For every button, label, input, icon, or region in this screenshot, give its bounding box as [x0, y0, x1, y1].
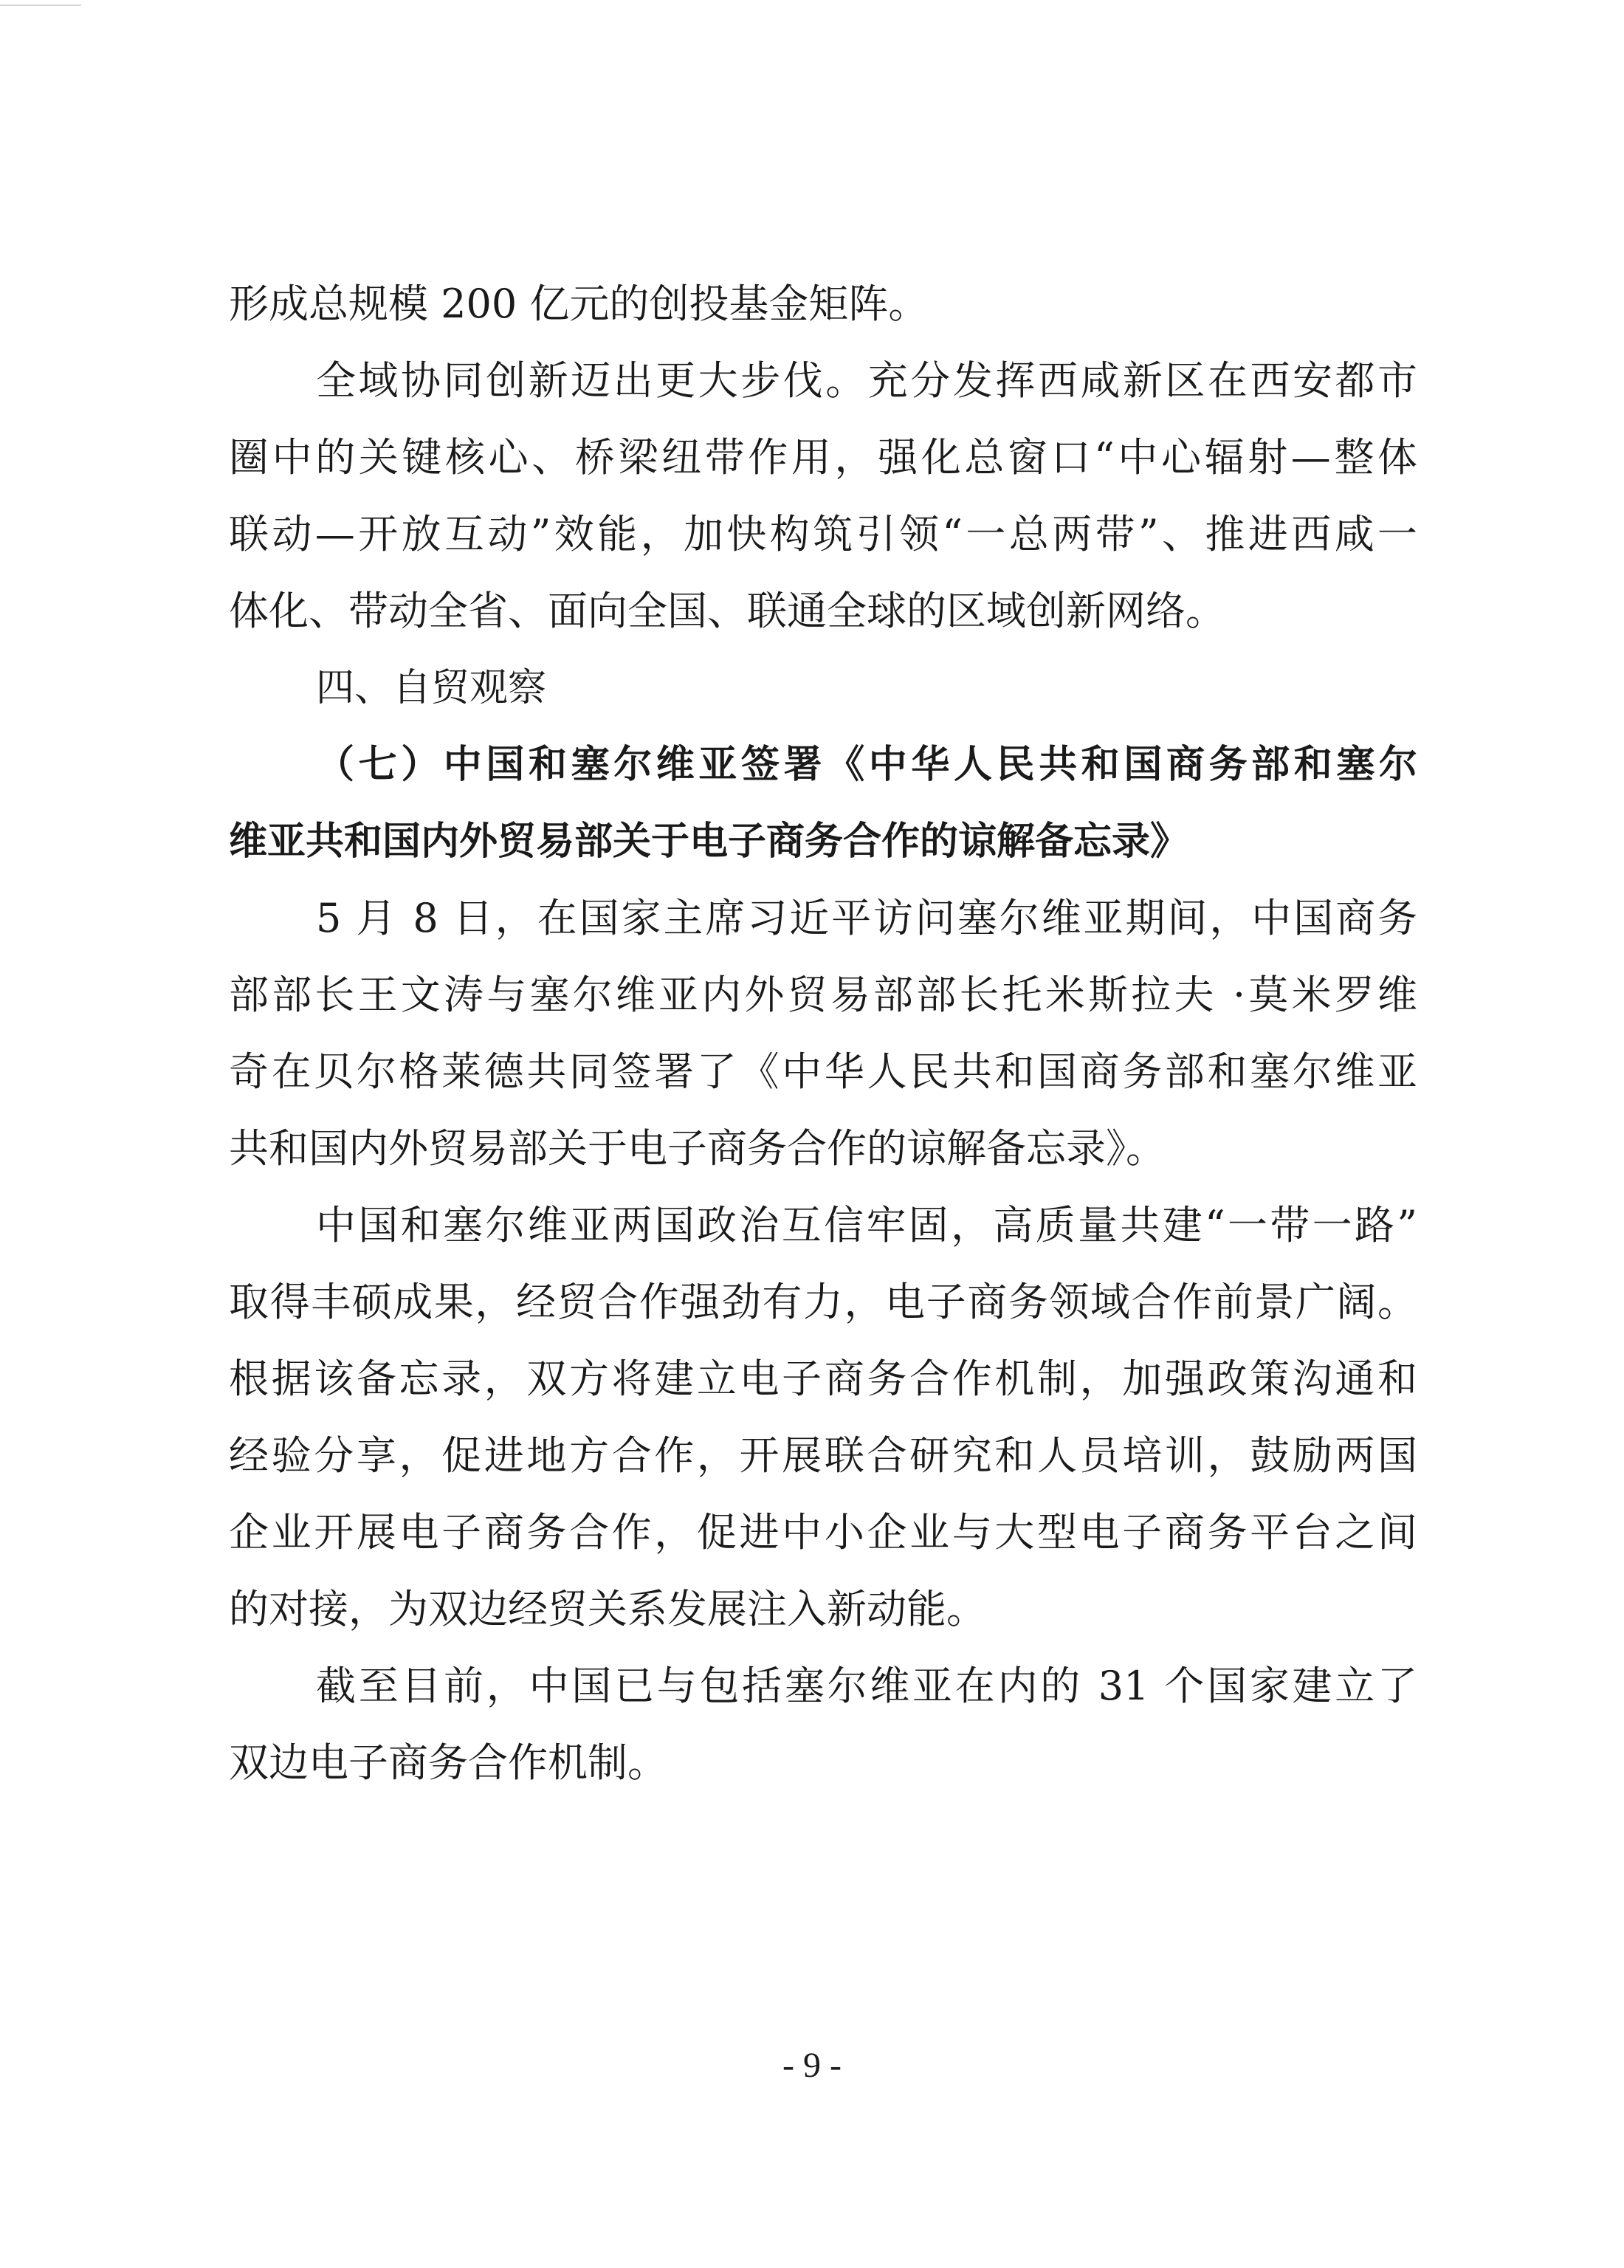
paragraph-line: 圈中的关键核心、桥梁纽带作用，强化总窗口“中心辐射—整体 — [229, 434, 1417, 481]
paragraph-line: 体化、带动全省、面向全国、联通全球的区域创新网络。 — [229, 588, 1225, 634]
paragraph-line: 的对接，为双边经贸关系发展注入新动能。 — [229, 1586, 986, 1632]
subsection-title-line: 维亚共和国内外贸易部关于电子商务合作的谅解备忘录》 — [229, 819, 1189, 864]
page-number: - 9 - — [782, 2046, 842, 2085]
paragraph-line: 双边电子商务合作机制。 — [229, 1739, 667, 1786]
paragraph-line: 共和国内外贸易部关于电子商务合作的谅解备忘录》。 — [229, 1125, 1166, 1172]
subsection-title-line: （七）中国和塞尔维亚签署《中华人民共和国商务部和塞尔 — [316, 743, 1417, 787]
paragraph-line: 联动—开放互动”效能，加快构筑引领“一总两带”、推进西咸一 — [229, 511, 1417, 557]
paragraph-line: 奇在贝尔格莱德共同签署了《中华人民共和国商务部和塞尔维亚 — [229, 1048, 1417, 1095]
paragraph-line: 取得丰硕成果，经贸合作强劲有力，电子商务领域合作前景广阔。 — [229, 1279, 1417, 1325]
document-body — [229, 266, 1417, 1801]
paragraph-line: 全域协同创新迈出更大步伐。充分发挥西咸新区在西安都市 — [316, 357, 1417, 404]
paragraph-line: 形成总规模 200 亿元的创投基金矩阵。 — [229, 281, 929, 327]
section-heading: 四、自贸观察 — [316, 666, 547, 710]
paragraph-line: 企业开展电子商务合作，促进中小企业与大型电子商务平台之间 — [229, 1509, 1417, 1556]
paragraph-line: 截至目前，中国已与包括塞尔维亚在内的 31 个国家建立了 — [316, 1663, 1417, 1709]
paragraph-line: 5 月 8 日，在国家主席习近平访问塞尔维亚期间，中国商务 — [316, 895, 1417, 941]
paragraph-line: 中国和塞尔维亚两国政治互信牢固，高质量共建“一带一路” — [316, 1202, 1417, 1248]
paragraph-line: 经验分享，促进地方合作，开展联合研究和人员培训，鼓励两国 — [229, 1432, 1417, 1479]
paragraph-line: 根据该备忘录，双方将建立电子商务合作机制，加强政策沟通和 — [229, 1355, 1417, 1402]
paragraph-line: 部部长王文涛与塞尔维亚内外贸易部部长托米斯拉夫 ·莫米罗维 — [229, 972, 1417, 1018]
scan-corner-mark — [0, 0, 81, 6]
